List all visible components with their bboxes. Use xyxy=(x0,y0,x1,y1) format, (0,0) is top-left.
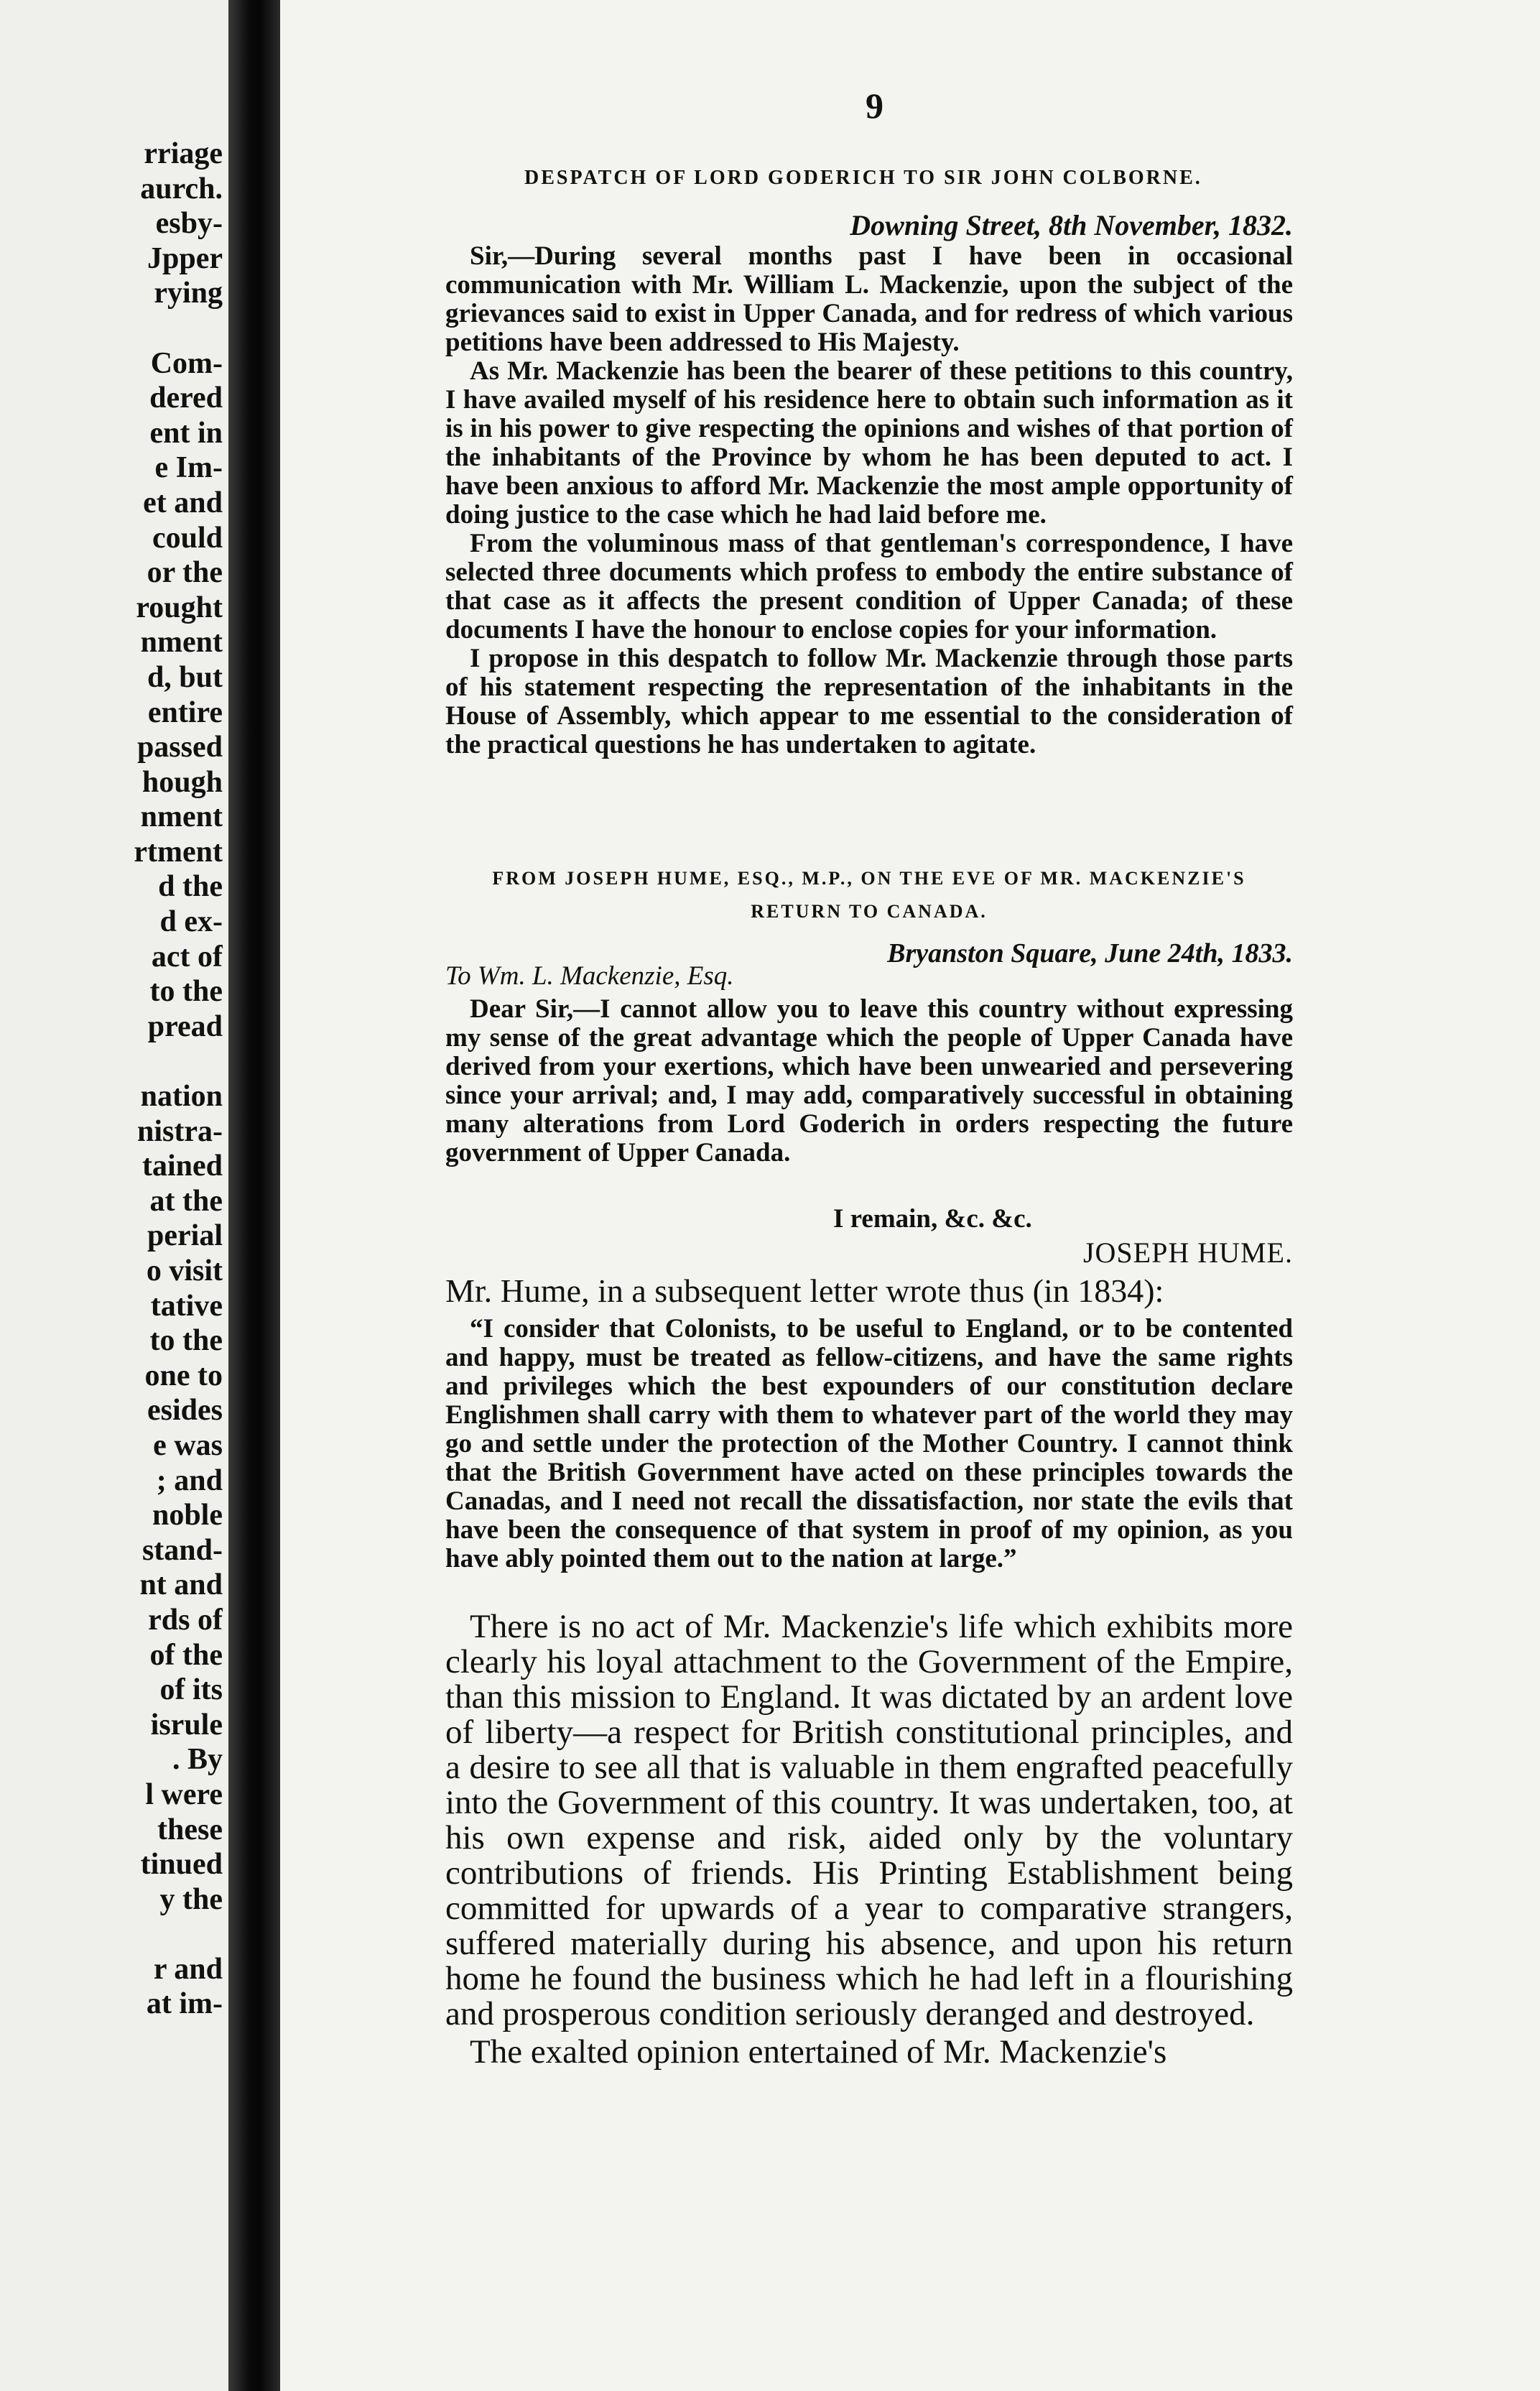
previous-page-line: nt and xyxy=(139,1568,223,1602)
previous-page-line: ; and xyxy=(156,1463,223,1497)
subsequent-letter-intro: Mr. Hume, in a subsequent letter wrote thus (in 1834): xyxy=(445,1272,1164,1309)
previous-page-line: d the xyxy=(158,870,223,904)
previous-page-line: nistra- xyxy=(137,1114,223,1148)
page-number: 9 xyxy=(866,85,883,126)
subsequent-letter-quote xyxy=(445,1315,1293,1573)
book-gutter xyxy=(228,0,280,2391)
previous-page-line: noble xyxy=(152,1499,223,1532)
previous-page-line: et and xyxy=(143,486,223,519)
previous-page-line: or the xyxy=(147,556,223,590)
previous-page-line: rriage xyxy=(144,137,223,170)
previous-page-line: pread xyxy=(147,1009,223,1043)
previous-page-line: rtment xyxy=(134,835,223,869)
previous-page-line: at the xyxy=(149,1184,223,1218)
hume-letter-paragraph: Dear Sir,—I cannot allow you to leave this country without expressing my sense of the great advantage which the people of Upper Canada have derived from your exertions, which have been unwearied and persevering since your arrival; and, I may add, comparatively successful in obtaining many alterations from Lord Goderich in orders respecting the future government of Upper Canada. xyxy=(445,994,1293,1167)
previous-page-text xyxy=(0,137,223,2022)
previous-page-line: act of xyxy=(151,940,223,973)
hume-letter-body xyxy=(445,995,1293,1167)
previous-page-line: rought xyxy=(136,591,223,624)
previous-page-line: isrule xyxy=(150,1708,223,1742)
previous-page-line: one to xyxy=(144,1359,223,1392)
hume-letter-dateline: Bryanston Square, June 24th, 1833. xyxy=(887,938,1293,968)
previous-page-line: l were xyxy=(145,1777,223,1811)
hume-letter-addressee: To Wm. L. Mackenzie, Esq. xyxy=(445,961,734,991)
despatch-paragraph: Sir,—During several months past I have been in occasional communication with Mr. William L. Mackenzie, upon the subject of the grievances said to exist in Upper Canada, and for redress of which various petitions have been addressed to His Majesty. xyxy=(445,241,1293,357)
previous-page-line: esby- xyxy=(155,207,223,241)
previous-page-line: dered xyxy=(149,381,223,415)
previous-page-line: d ex- xyxy=(159,905,223,939)
previous-page-line: Com- xyxy=(150,346,223,380)
previous-page-line: o visit xyxy=(146,1254,223,1287)
despatch-paragraph: As Mr. Mackenzie has been the bearer of these petitions to this country, I have availed myself of his residence here to obtain such information as it is in his power to give respecting the opinions and wishes of that portion of the inhabitants of the Province by whom he has been deputed to act. I have been anxious to afford Mr. Mackenzie the most ample opportunity of doing justice to the case which he had laid before me. xyxy=(445,356,1293,529)
previous-page-line: tative xyxy=(150,1289,223,1323)
despatch-body xyxy=(445,242,1293,759)
narrative-paragraph: The exalted opinion entertained of Mr. Mackenzie's xyxy=(470,2033,1167,2071)
previous-page-line: these xyxy=(157,1813,223,1846)
previous-page-line: of the xyxy=(149,1638,223,1672)
previous-page-line: ent in xyxy=(149,416,223,450)
previous-page-line: entire xyxy=(147,695,223,729)
previous-page-line: nation xyxy=(140,1080,223,1114)
despatch-paragraph: I propose in this despatch to follow Mr. Mackenzie through those parts of his statement respecting the representation of the inhabitants in the House of Assembly, which appear to me essential to the consideration of the practical questions he has undertaken to agitate. xyxy=(445,644,1293,759)
previous-page-line: perial xyxy=(147,1219,223,1253)
previous-page-line: nment xyxy=(140,800,223,834)
previous-page-line: rying xyxy=(154,277,223,310)
previous-page-line: hough xyxy=(142,765,223,799)
previous-page-line: to the xyxy=(149,975,223,1009)
previous-page-line: of its xyxy=(159,1673,223,1707)
previous-page-line: esides xyxy=(147,1394,223,1428)
narrative-paragraph: There is no act of Mr. Mackenzie's life which exhibits more clearly his loyal attachment to the Government of the Empire, than this mission to England. It was dictated by an ardent love of liberty—a respect for British constitutional principles, and a desire to see all that is valuable in them engrafted peacefully into the Government of this country. It was undertaken, too, at his own expense and risk, aided only by the voluntary contributions of friends. His Printing Establishment being committed for upwards of a year to comparative strangers, suffered materially during his absence, and upon his return home he found the business which he had left in a flourishing and prosperous condition seriously deranged and destroyed. xyxy=(445,1608,1293,2032)
previous-page-line: aurch. xyxy=(140,172,223,205)
previous-page-line: r and xyxy=(153,1952,223,1986)
hume-letter-heading: FROM JOSEPH HUME, ESQ., M.P., ON THE EVE OF MR. MACKENZIE'S RETURN TO CANADA. xyxy=(492,868,1246,922)
previous-page-line: Jpper xyxy=(147,241,223,275)
hume-letter-closing: I remain, &c. &c. xyxy=(833,1204,1032,1234)
quote-text: “I consider that Colonists, to be useful to England, or to be contented and happy, must be treated as fellow-citizens, and have the same rights and privileges which the best expounders of our constitution declare Englishmen shall carry with them to whatever part of the world they may go and settle under the protection of the Mother Country. I cannot think that the British Government have acted on these principles towards the Canadas, and I need not recall the dissatisfaction, nor state the evils that have been the consequence of that system in proof of my opinion, as you have ably pointed them out to the nation at large.” xyxy=(445,1314,1293,1573)
previous-page-line: y the xyxy=(159,1882,223,1916)
previous-page-line: passed xyxy=(136,731,223,764)
despatch-dateline: Downing Street, 8th November, 1832. xyxy=(850,209,1293,241)
previous-page-line: could xyxy=(152,521,223,555)
despatch-paragraph: From the voluminous mass of that gentleman's correspondence, I have selected three documents which profess to embody the entire substance of that case as it affects the present condition of Upper Canada; of these documents I have the honour to enclose copies for your information. xyxy=(445,529,1293,644)
previous-page-line xyxy=(0,311,223,346)
previous-page-line: to the xyxy=(149,1324,223,1358)
previous-page-line: e was xyxy=(153,1428,223,1462)
previous-page-line: . By xyxy=(172,1743,223,1777)
previous-page-line: stand- xyxy=(142,1533,223,1567)
previous-page-line: rds of xyxy=(148,1603,223,1637)
previous-page-line: at im- xyxy=(146,1987,223,2021)
narrative xyxy=(445,1609,1293,2070)
previous-page-edge xyxy=(0,0,228,2391)
previous-page-line: nment xyxy=(140,626,223,660)
previous-page-line xyxy=(0,1044,223,1079)
previous-page-line: d, but xyxy=(147,660,223,694)
hume-letter-signature: JOSEPH HUME. xyxy=(1082,1236,1293,1269)
previous-page-line xyxy=(0,1917,223,1952)
previous-page-line: tained xyxy=(142,1150,223,1183)
previous-page-line: tinued xyxy=(140,1848,223,1882)
previous-page-line: e Im- xyxy=(154,451,223,485)
despatch-heading: DESPATCH OF LORD GODERICH TO SIR JOHN COLBORNE. xyxy=(524,167,1202,189)
